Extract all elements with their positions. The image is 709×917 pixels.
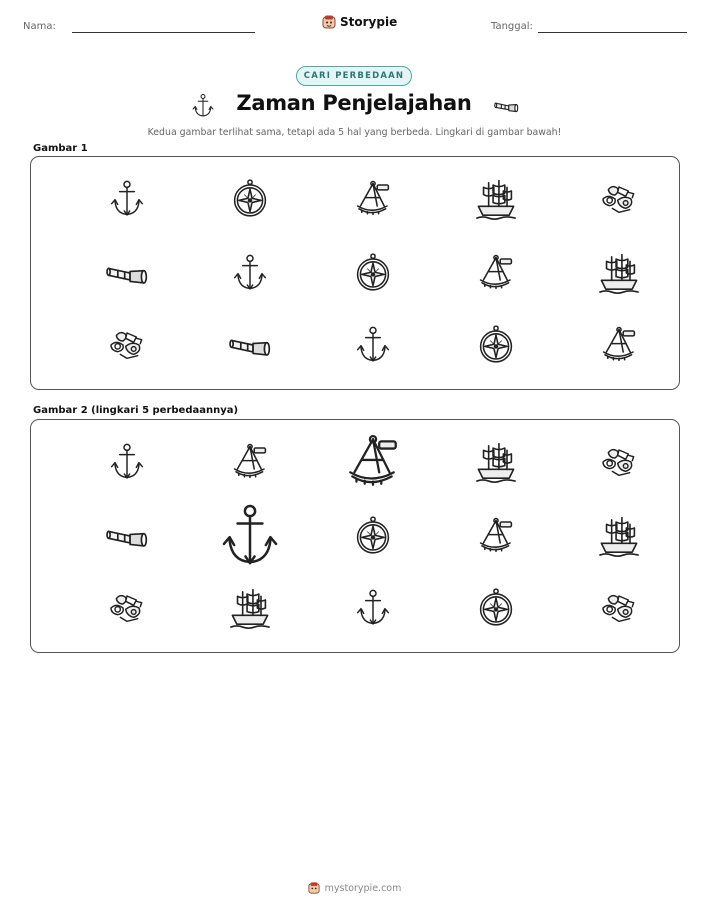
- treasure-icon: [559, 164, 679, 234]
- anchor-icon[interactable]: [67, 427, 187, 497]
- storypie-logo: [322, 13, 397, 31]
- ship-icon[interactable]: [190, 573, 310, 643]
- sextant-icon[interactable]: [436, 501, 556, 571]
- brand-name: Storypie: [340, 15, 398, 29]
- title-row: [0, 90, 709, 124]
- instructions: Kedua gambar terlihat sama, tetapi ada 5 hal yang berbeda. Lingkari di gambar bawah!: [147, 127, 562, 138]
- name-field-line[interactable]: [72, 32, 255, 33]
- sextant-icon: [313, 164, 433, 234]
- compass-icon: [436, 310, 556, 380]
- activity-badge: CARI PERBEDAAN: [296, 66, 412, 86]
- anchor-icon: [313, 310, 433, 380]
- compass-icon[interactable]: [436, 573, 556, 643]
- sextant-icon: [559, 310, 679, 380]
- ship-icon[interactable]: [559, 501, 679, 571]
- footer-url: mystorypie.com: [324, 882, 402, 894]
- sextant-icon[interactable]: [313, 427, 433, 497]
- treasure-icon[interactable]: [559, 427, 679, 497]
- treasure-icon[interactable]: [67, 573, 187, 643]
- sextant-icon[interactable]: [190, 427, 310, 497]
- storypie-mascot-icon: [308, 882, 320, 894]
- picture-1-panel: [30, 156, 680, 390]
- compass-icon: [313, 238, 433, 308]
- date-field-line[interactable]: [538, 32, 687, 33]
- section-2-label: Gambar 2 (lingkari 5 perbedaannya): [33, 405, 239, 416]
- anchor-icon[interactable]: [190, 501, 310, 571]
- worksheet-header: [0, 0, 709, 50]
- spyglass-icon: [190, 310, 310, 380]
- compass-icon: [190, 164, 310, 234]
- picture-2-panel[interactable]: [30, 419, 680, 653]
- compass-icon[interactable]: [313, 501, 433, 571]
- ship-icon: [559, 238, 679, 308]
- anchor-icon: [190, 238, 310, 308]
- storypie-mascot-icon: [322, 15, 336, 29]
- anchor-icon[interactable]: [313, 573, 433, 643]
- name-label: Nama:: [23, 21, 56, 32]
- footer: [0, 879, 709, 897]
- ship-icon: [436, 164, 556, 234]
- treasure-icon: [67, 310, 187, 380]
- spyglass-icon[interactable]: [67, 501, 187, 571]
- anchor-icon: [190, 92, 216, 124]
- date-label: Tanggal:: [491, 21, 533, 32]
- sextant-icon: [436, 238, 556, 308]
- ship-icon[interactable]: [436, 427, 556, 497]
- anchor-icon: [67, 164, 187, 234]
- treasure-icon[interactable]: [559, 573, 679, 643]
- section-1-label: Gambar 1: [33, 143, 88, 154]
- spyglass-icon: [491, 92, 521, 124]
- spyglass-icon: [67, 238, 187, 308]
- page-title: Zaman Penjelajahan: [236, 91, 472, 115]
